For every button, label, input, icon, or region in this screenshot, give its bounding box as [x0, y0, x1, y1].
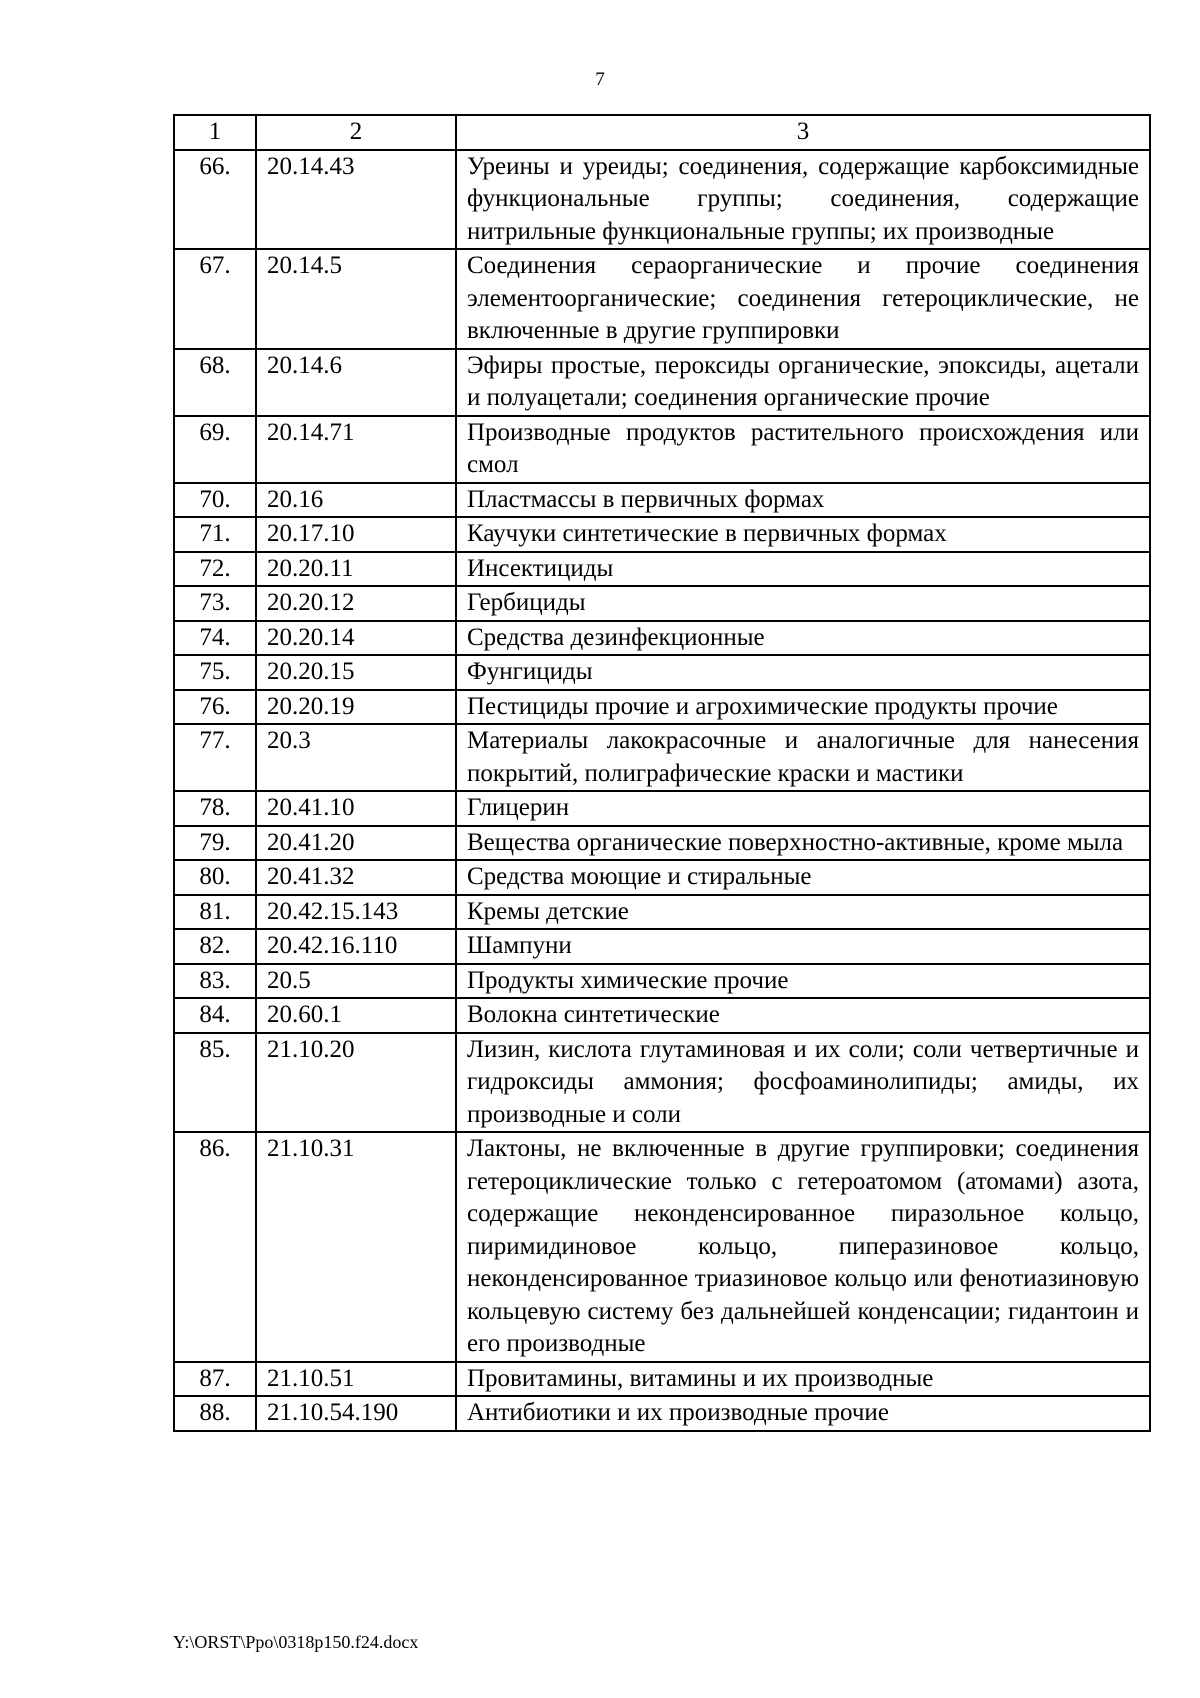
row-number-cell: 81. — [174, 895, 256, 930]
table-row — [174, 621, 1150, 656]
row-number-cell: 82. — [174, 929, 256, 964]
row-description-cell: Кремы детские — [456, 895, 1150, 930]
table-row — [174, 517, 1150, 552]
row-description-cell: Средства моющие и стиральные — [456, 860, 1150, 895]
header-cell-3: 3 — [456, 115, 1150, 150]
row-code-cell: 20.42.15.143 — [256, 895, 456, 930]
row-number-cell: 73. — [174, 586, 256, 621]
table-body — [174, 115, 1150, 1431]
row-number-cell: 86. — [174, 1132, 256, 1362]
row-description-cell: Лизин, кислота глутаминовая и их соли; соли четвертичные и гидроксиды аммония; фосфоаминолипиды; амиды, их производные и соли — [456, 1033, 1150, 1133]
row-number-cell: 83. — [174, 964, 256, 999]
row-code-cell: 20.41.20 — [256, 826, 456, 861]
row-number-cell: 80. — [174, 860, 256, 895]
row-number-cell: 69. — [174, 416, 256, 483]
row-code-cell: 20.20.15 — [256, 655, 456, 690]
table-row — [174, 998, 1150, 1033]
row-number-cell: 79. — [174, 826, 256, 861]
row-code-cell: 21.10.20 — [256, 1033, 456, 1133]
row-number-cell: 70. — [174, 483, 256, 518]
row-number-cell: 87. — [174, 1362, 256, 1397]
row-code-cell: 20.14.43 — [256, 150, 456, 250]
row-description-cell: Антибиотики и их производные прочие — [456, 1396, 1150, 1431]
row-description-cell: Шампуни — [456, 929, 1150, 964]
row-number-cell: 75. — [174, 655, 256, 690]
table-row — [174, 483, 1150, 518]
row-description-cell: Пестициды прочие и агрохимические продукты прочие — [456, 690, 1150, 725]
table-row — [174, 690, 1150, 725]
table-row — [174, 724, 1150, 791]
row-number-cell: 85. — [174, 1033, 256, 1133]
row-code-cell: 20.20.14 — [256, 621, 456, 656]
table-row — [174, 552, 1150, 587]
row-code-cell: 21.10.31 — [256, 1132, 456, 1362]
row-code-cell: 20.41.10 — [256, 791, 456, 826]
table-row — [174, 655, 1150, 690]
row-description-cell: Эфиры простые, пероксиды органические, эпоксиды, ацетали и полуацетали; соединения органические прочие — [456, 349, 1150, 416]
table-row — [174, 895, 1150, 930]
table-row — [174, 1132, 1150, 1362]
row-description-cell: Производные продуктов растительного происхождения или смол — [456, 416, 1150, 483]
row-code-cell: 20.5 — [256, 964, 456, 999]
row-number-cell: 68. — [174, 349, 256, 416]
table-row — [174, 249, 1150, 349]
header-cell-2: 2 — [256, 115, 456, 150]
row-code-cell: 20.3 — [256, 724, 456, 791]
table-row — [174, 964, 1150, 999]
table-row — [174, 349, 1150, 416]
row-number-cell: 66. — [174, 150, 256, 250]
row-description-cell: Каучуки синтетические в первичных формах — [456, 517, 1150, 552]
table-row — [174, 1033, 1150, 1133]
row-code-cell: 21.10.54.190 — [256, 1396, 456, 1431]
row-number-cell: 71. — [174, 517, 256, 552]
row-description-cell: Продукты химические прочие — [456, 964, 1150, 999]
row-code-cell: 20.17.10 — [256, 517, 456, 552]
product-table — [173, 114, 1151, 1432]
row-description-cell: Средства дезинфекционные — [456, 621, 1150, 656]
row-code-cell: 20.60.1 — [256, 998, 456, 1033]
row-code-cell: 20.20.12 — [256, 586, 456, 621]
row-code-cell: 21.10.51 — [256, 1362, 456, 1397]
table-row — [174, 586, 1150, 621]
row-code-cell: 20.14.6 — [256, 349, 456, 416]
row-number-cell: 67. — [174, 249, 256, 349]
table-row — [174, 1396, 1150, 1431]
table-row — [174, 416, 1150, 483]
row-number-cell: 88. — [174, 1396, 256, 1431]
table-row — [174, 826, 1150, 861]
row-code-cell: 20.42.16.110 — [256, 929, 456, 964]
table-row — [174, 929, 1150, 964]
row-number-cell: 84. — [174, 998, 256, 1033]
footer-file-path: Y:\ORST\Ppo\0318p150.f24.docx — [173, 1632, 419, 1652]
row-code-cell: 20.20.11 — [256, 552, 456, 587]
row-description-cell: Вещества органические поверхностно-активные, кроме мыла — [456, 826, 1150, 861]
row-description-cell: Инсектициды — [456, 552, 1150, 587]
row-description-cell: Материалы лакокрасочные и аналогичные для нанесения покрытий, полиграфические краски и мастики — [456, 724, 1150, 791]
row-code-cell: 20.41.32 — [256, 860, 456, 895]
row-description-cell: Глицерин — [456, 791, 1150, 826]
row-description-cell: Пластмассы в первичных формах — [456, 483, 1150, 518]
row-code-cell: 20.14.5 — [256, 249, 456, 349]
header-cell-1: 1 — [174, 115, 256, 150]
table-row — [174, 1362, 1150, 1397]
page-number: 7 — [595, 69, 605, 90]
row-description-cell: Волокна синтетические — [456, 998, 1150, 1033]
row-description-cell: Фунгициды — [456, 655, 1150, 690]
table-row — [174, 150, 1150, 250]
row-number-cell: 74. — [174, 621, 256, 656]
row-code-cell: 20.16 — [256, 483, 456, 518]
row-description-cell: Уреины и уреиды; соединения, содержащие карбоксимидные функциональные группы; соединения, содержащие нитрильные функциональные группы; их производные — [456, 150, 1150, 250]
table-row — [174, 860, 1150, 895]
row-code-cell: 20.14.71 — [256, 416, 456, 483]
row-number-cell: 76. — [174, 690, 256, 725]
table-row — [174, 791, 1150, 826]
row-number-cell: 72. — [174, 552, 256, 587]
table-header-row — [174, 115, 1150, 150]
row-description-cell: Лактоны, не включенные в другие группировки; соединения гетероциклические только с гетероатомом (атомами) азота, содержащие неконденсированное пиразольное кольцо, пиримидиновое кольцо, пиперазиновое кольцо, неконденсированное триазиновое кольцо или фенотиазиновую кольцевую систему без дальнейшей конденсации; гидантоин и его производные — [456, 1132, 1150, 1362]
row-description-cell: Гербициды — [456, 586, 1150, 621]
row-description-cell: Провитамины, витамины и их производные — [456, 1362, 1150, 1397]
row-description-cell: Соединения сераорганические и прочие соединения элементоорганические; соединения гетероциклические, не включенные в другие группировки — [456, 249, 1150, 349]
row-number-cell: 78. — [174, 791, 256, 826]
row-number-cell: 77. — [174, 724, 256, 791]
row-code-cell: 20.20.19 — [256, 690, 456, 725]
